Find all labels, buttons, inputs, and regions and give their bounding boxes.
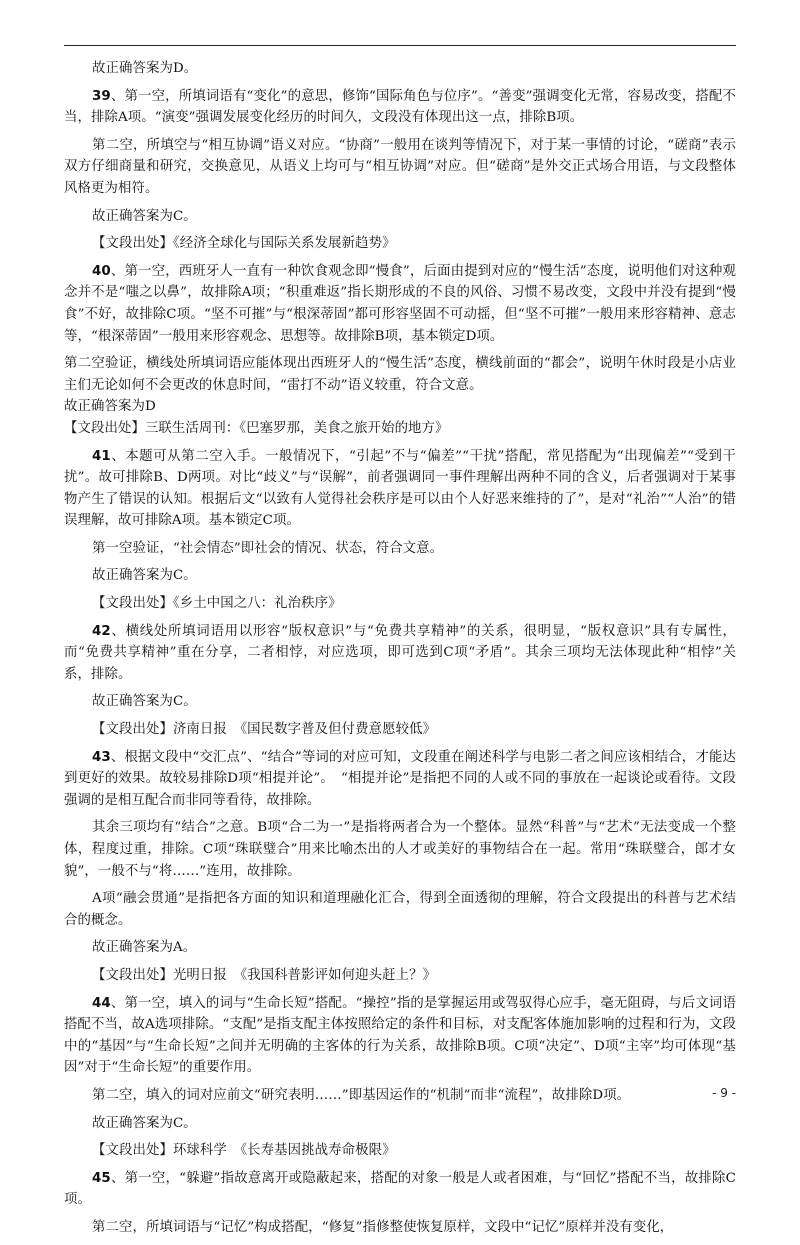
paragraph bbox=[64, 719, 736, 741]
paragraph-text: 故正确答案为D bbox=[64, 399, 156, 415]
paragraph bbox=[64, 396, 736, 418]
paragraph bbox=[64, 538, 736, 560]
paragraph bbox=[64, 86, 736, 129]
question-number: 45 bbox=[92, 1170, 111, 1186]
question-number: 42 bbox=[92, 623, 111, 639]
paragraph bbox=[64, 593, 736, 615]
paragraph-text: 第二空，填入的词对应前文“研究表明……”即基因运作的“机制”而非“流程”，故排除D项。 bbox=[92, 1087, 631, 1103]
paragraph-text: 、本题可从第二空入手。一般情况下，“引起”不与“偏差”“干扰”搭配，常见搭配为“出现偏差”“受到干扰”。故可排除B、D两项。对比“歧义”与“误解”，前者强调同一事件理解出两种不同的含义，后者强调对于某事物产生了错误的认知。根据后文“以致有人觉得社会秩序是可以由个人好恶来维持的了”，是对“礼治”“人治”的错误理解，故可排除A项。基本锁定C项。 bbox=[64, 448, 736, 529]
paragraph bbox=[64, 135, 736, 200]
paragraph-text: 【文段出处】《乡土中国之八：礼治秩序》 bbox=[92, 596, 342, 612]
paragraph bbox=[64, 1140, 736, 1162]
paragraph bbox=[64, 1168, 736, 1211]
paragraph-text: 其余三项均有“结合”之意。B项“合二为一”是指将两者合为一个整体。显然“科普”与“艺术”无法变成一个整体，程度过重，排除。C项“珠联璧合”用来比喻杰出的人才或美好的事物结合在一起。常用“珠联璧合，郎才女貌”，一般不与“将……”连用，故排除。 bbox=[64, 820, 736, 879]
paragraph bbox=[64, 1085, 736, 1107]
paragraph-text: 【文段出处】光明日报 《我国科普影评如何迎头赶上？》 bbox=[92, 967, 437, 983]
paragraph-text: 【文段出处】环球科学 《长寿基因挑战寿命极限》 bbox=[92, 1143, 396, 1159]
paragraph-text: 第一空验证，“社会情态”即社会的情况、状态，符合文意。 bbox=[92, 540, 444, 556]
paragraph-text: 、横线处所填词语用以形容“版权意识”与“免费共享精神”的关系，很明显，“版权意识”具有专属性，而“免费共享精神”重在分享，二者相悖，对应选项，即可选到C项“矛盾”。其余三项均无法体现此种“相悖”关系，排除。 bbox=[64, 623, 736, 682]
paragraph bbox=[64, 621, 736, 686]
question-number: 44 bbox=[92, 995, 111, 1011]
question-number: 40 bbox=[92, 263, 111, 279]
paragraph bbox=[64, 565, 736, 587]
paragraph bbox=[64, 206, 736, 228]
paragraph bbox=[64, 261, 736, 347]
paragraph-text: 故正确答案为C。 bbox=[92, 208, 197, 224]
paragraph bbox=[64, 418, 736, 440]
paragraph bbox=[64, 1217, 736, 1239]
paragraph bbox=[64, 747, 736, 812]
paragraph-text: 第二空验证，横线处所填词语应能体现出西班牙人的“慢生活”态度，横线前面的“都会”，说明午休时段是小店业主们无论如何不会更改的休息时间，“雷打不动”语义较重，符合文意。 bbox=[64, 356, 736, 393]
page-number: - 9 - bbox=[712, 1086, 736, 1100]
paragraph bbox=[64, 888, 736, 931]
paragraph-text: 、第一空，“躲避”指故意离开或隐蔽起来，搭配的对象一般是人或者困难，与“回忆”搭配不当，故排除C项。 bbox=[64, 1170, 736, 1208]
paragraph-text: 【文段出处】三联生活周刊：《巴塞罗那，美食之旅开始的地方》 bbox=[64, 420, 449, 436]
paragraph-text: 【文段出处】济南日报 《国民数字普及但付费意愿较低》 bbox=[92, 722, 437, 738]
paragraph-text: 第二空，所填空与“相互协调”语义对应。“协商”一般用在谈判等情况下，对于某一事情的讨论，“磋商”表示双方仔细商量和研究，交换意见，从语义上均可与“相互协调”对应。但“磋商”是外交正式场合用语，与文段整体风格更为相符。 bbox=[64, 137, 736, 196]
paragraph-text: 、第一空，西班牙人一直有一种饮食观念即“慢食”，后面由提到对应的“慢生活”态度，说明他们对这种观念并不是“嗤之以鼻”，故排除A项；“积重难返”指长期形成的不良的风俗、习惯不易改变，文段中并没有提到“慢食”不好，故排除C项。“坚不可摧”与“根深蒂固”都可形容坚固不可动摇，但“坚不可摧”一般用来形容精神、意志等，“根深蒂固”一般用来形容观念、思想等。故排除B项，基本锁定D项。 bbox=[64, 263, 736, 344]
paragraph bbox=[64, 233, 736, 255]
paragraph bbox=[64, 1113, 736, 1135]
header-rule bbox=[64, 45, 736, 46]
paragraph bbox=[64, 58, 736, 80]
paragraph bbox=[64, 993, 736, 1079]
paragraph bbox=[64, 353, 736, 396]
paragraph-text: 、第一空，填入的词与“生命长短”搭配。“操控”指的是掌握运用或驾驭得心应手，毫无阻碍，与后文词语搭配不当，故A选项排除。“支配”是指支配主体按照给定的条件和目标，对支配客体施加影响的过程和行为，文段中的“基因”与“生命长短”之间并无明确的主客体的行为关系，故排除B项。C项“决定”、D项“主宰”均可体现“基因”对于“生命长短”的重要作用。 bbox=[64, 995, 736, 1076]
paragraph-text: 故正确答案为D。 bbox=[92, 61, 198, 76]
paragraph-text: 故正确答案为A。 bbox=[92, 940, 197, 956]
paragraph-text: 故正确答案为C。 bbox=[92, 568, 197, 584]
question-number: 41 bbox=[92, 448, 111, 464]
paragraph bbox=[64, 691, 736, 713]
document-body bbox=[64, 58, 736, 1245]
paragraph bbox=[64, 965, 736, 987]
paragraph bbox=[64, 817, 736, 882]
paragraph-text: 故正确答案为C。 bbox=[92, 694, 197, 710]
paragraph-text: 第二空，所填词语与“记忆”构成搭配，“修复”指修整使恢复原样，文段中“记忆”原样并没有变化， bbox=[92, 1219, 674, 1235]
paragraph-text: 【文段出处】《经济全球化与国际关系发展新趋势》 bbox=[92, 236, 396, 252]
question-number: 39 bbox=[92, 88, 111, 104]
paragraph-text: 、根据文段中“交汇点”、“结合”等词的对应可知，文段重在阐述科学与电影二者之间应该相结合，才能达到更好的效果。故较易排除D项“相提并论”。 “相提并论”是指把不同的人或不同的事放在一起谈论或看待。文段强调的是相互配合而非同等看待，故排除。 bbox=[64, 749, 736, 808]
paragraph-text: 故正确答案为C。 bbox=[92, 1115, 197, 1131]
paragraph-text: A项“融会贯通”是指把各方面的知识和道理融化汇合，得到全面透彻的理解，符合文段提出的科普与艺术结合的概念。 bbox=[64, 891, 736, 928]
paragraph-text: 、第一空，所填词语有“变化”的意思，修饰“国际角色与位序”。“善变”强调变化无常，容易改变，搭配不当，排除A项。“演变”强调发展变化经历的时间久，文段没有体现出这一点，排除B项。 bbox=[64, 88, 736, 126]
paragraph bbox=[64, 937, 736, 959]
paragraph bbox=[64, 446, 736, 532]
question-number: 43 bbox=[92, 749, 111, 765]
